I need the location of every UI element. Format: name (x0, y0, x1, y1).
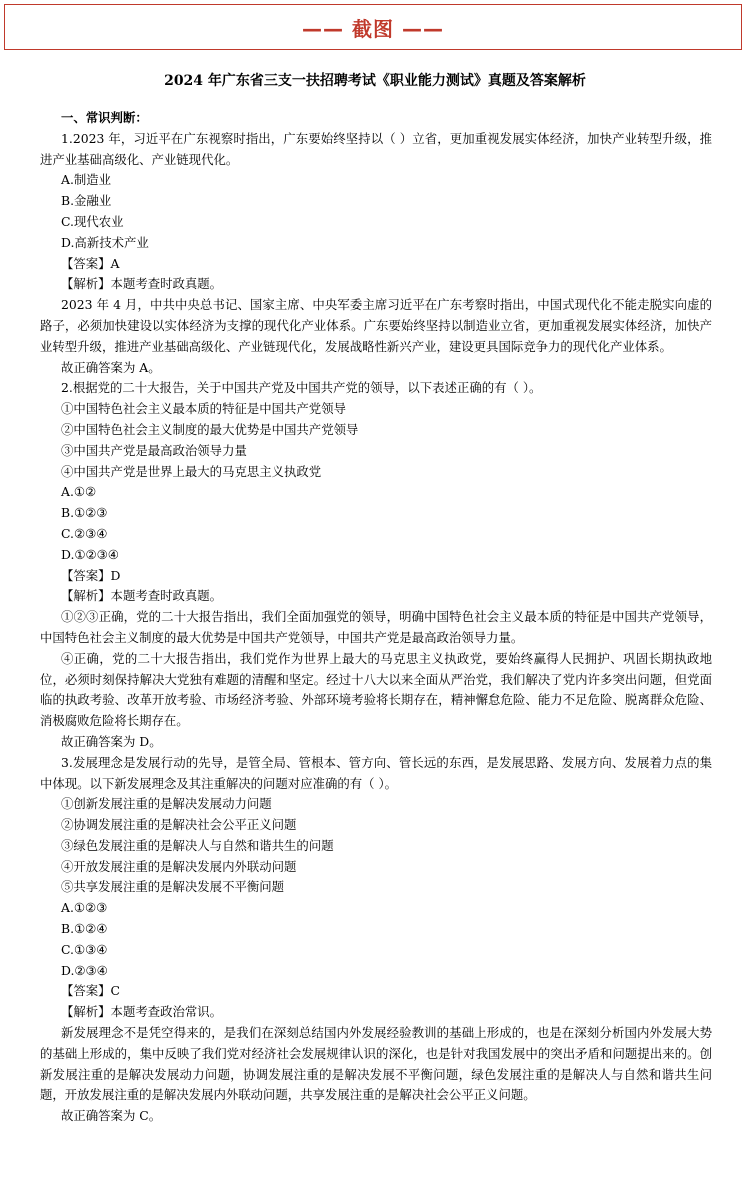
statement: ②中国特色社会主义制度的最大优势是中国共产党领导 (61, 421, 359, 437)
statement: ③中国共产党是最高政治领导力量 (61, 442, 247, 458)
option: D.高新技术产业 (61, 234, 149, 250)
statement: ⑤共享发展注重的是解决发展不平衡问题 (61, 879, 285, 895)
statement: ①创新发展注重的是解决发展动力问题 (61, 796, 272, 812)
answer-line: 【答案】D (61, 567, 121, 583)
statement: ①中国特色社会主义最本质的特征是中国共产党领导 (61, 401, 346, 417)
document-title: 2024 年广东省三支一扶招聘考试《职业能力测试》真题及答案解析 (164, 73, 586, 89)
analysis-label: 【解析】本题考查政治常识。 (61, 1004, 223, 1020)
question-stem: 1.2023 年，习近平在广东视察时指出，广东要始终坚持以（ ）立省，更加重视发展实体经济，加快产业转型升级，推进产业基础高级化、产业链现代化。 (40, 130, 712, 167)
statement: ④开放发展注重的是解决发展内外联动问题 (61, 858, 297, 874)
answer-line: 【答案】A (61, 255, 120, 271)
banner-label: —— 截图 —— (302, 16, 444, 41)
explanation-paragraph: 新发展理念不是凭空得来的，是我们在深刻总结国内外发展经验教训的基础上形成的，也是在深刻分析国内外发展大势的基础上形成的，集中反映了我们党对经济社会发展规律认识的深化，也是针对我国发展中的突出矛盾和问题提出来的。创新发展注重的是解决发展动力问题，协调发展注重的是解决发展不平衡问题，绿色发展注重的是解决人与自然和谐共生问题，开放发展注重的是解决发展内外联动问题，共享发展注重的是解决社会公平正义问题。 (40, 1025, 712, 1103)
option: C.①③④ (61, 941, 108, 957)
statement: ③绿色发展注重的是解决人与自然和谐共生的问题 (61, 837, 334, 853)
question-stem: 2.根据党的二十大报告，关于中国共产党及中国共产党的领导，以下表述正确的有（ ）。 (61, 380, 542, 396)
option: B.①②③ (61, 505, 108, 521)
screenshot-banner (4, 4, 742, 50)
option: A.制造业 (61, 172, 112, 188)
answer-line: 【答案】C (61, 983, 121, 999)
option: D.②③④ (61, 962, 108, 978)
statement: ②协调发展注重的是解决社会公平正义问题 (61, 817, 297, 833)
conclusion-line: 故正确答案为 A。 (61, 359, 161, 375)
statement: ④中国共产党是世界上最大的马克思主义执政党 (61, 463, 322, 479)
analysis-label: 【解析】本题考查时政真题。 (61, 588, 223, 604)
option: C.现代农业 (61, 213, 124, 229)
explanation-paragraph: ①②③正确，党的二十大报告指出，我们全面加强党的领导，明确中国特色社会主义最本质的特征是中国共产党领导，中国特色社会主义制度的最大优势是中国共产党领导，中国共产党是最高政治领导力量。 (40, 609, 712, 645)
question-stem: 3.发展理念是发展行动的先导，是管全局、管根本、管方向、管长远的东西，是发展思路、发展方向、发展着力点的集中体现。以下新发展理念及其注重解决的问题对应准确的有（ ）。 (40, 754, 712, 791)
option: C.②③④ (61, 525, 108, 541)
option: A.①②③ (61, 900, 108, 916)
conclusion-line: 故正确答案为 D。 (61, 733, 162, 749)
explanation-paragraph: ④正确，党的二十大报告指出，我们党作为世界上最大的马克思主义执政党，要始终赢得人民拥护、巩固长期执政地位，必须时刻保持解决大党独有难题的清醒和坚定。经过十八大以来全面从严治党，我们解决了党内许多突出问题，但党面临的执政考验、改革开放考验、市场经济考验、外部环境考验将长期存在，精神懈怠危险、能力不足危险、脱离群众危险、消极腐败危险将长期存在。 (40, 650, 712, 729)
option: A.①② (61, 484, 97, 500)
document-body (40, 108, 712, 1127)
option: B.①②④ (61, 921, 108, 937)
option: B.金融业 (61, 193, 112, 209)
section-heading: 一、常识判断： (61, 110, 148, 125)
option: D.①②③④ (61, 546, 119, 562)
analysis-label: 【解析】本题考查时政真题。 (61, 276, 223, 292)
explanation-paragraph: 2023 年 4 月，中共中央总书记、国家主席、中央军委主席习近平在广东考察时指出，中国式现代化不能走脱实向虚的路子，必须加快建设以实体经济为支撑的现代化产业体系。广东要始终坚持以制造业立省，更加重视发展实体经济，加快产业转型升级，推进产业基础高级化、产业链现代化，发展战略性新兴产业，建设更具国际竞争力的现代化产业体系。 (40, 297, 712, 354)
conclusion-line: 故正确答案为 C。 (61, 1108, 162, 1124)
